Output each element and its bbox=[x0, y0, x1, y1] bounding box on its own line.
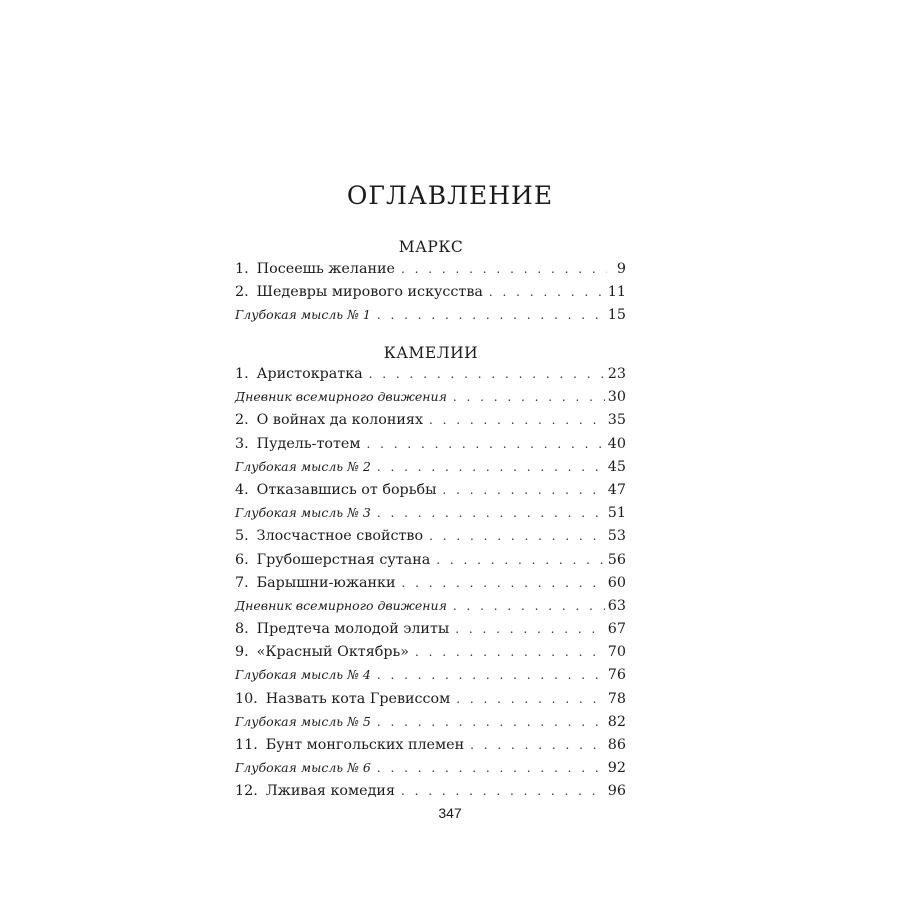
toc-entry-page: 35 bbox=[607, 412, 626, 429]
toc-entry-label: Шедевры мирового искусства bbox=[256, 284, 483, 301]
toc-entry-number: 8. bbox=[235, 621, 249, 638]
toc-entry-label: Отказавшись от борьбы bbox=[256, 481, 437, 498]
section-title-camellias: КАМЕЛИИ bbox=[383, 344, 479, 362]
toc-entry-page: 40 bbox=[607, 435, 626, 452]
toc-entry-page: 51 bbox=[607, 505, 626, 522]
toc-entry[interactable] bbox=[235, 307, 626, 330]
page-number: 347 bbox=[438, 805, 462, 821]
toc-entry-label: О войнах да колониях bbox=[256, 412, 424, 429]
toc-entry-page: 45 bbox=[607, 458, 626, 475]
toc-entry-label: Глубокая мысль № 1 bbox=[235, 307, 371, 323]
toc-entry[interactable] bbox=[235, 366, 626, 389]
toc-entry-page: 86 bbox=[607, 737, 626, 753]
toc-entry-number: 2. bbox=[235, 412, 249, 429]
toc-entry[interactable] bbox=[235, 667, 626, 690]
toc-entry-page: 23 bbox=[607, 366, 626, 382]
toc-entry[interactable] bbox=[235, 737, 626, 760]
toc-entry-page: 76 bbox=[607, 667, 626, 684]
toc-entry-number: 9. bbox=[235, 644, 249, 661]
toc-entry[interactable] bbox=[235, 436, 626, 459]
toc-entry-number: 10. bbox=[235, 690, 258, 707]
toc-entry[interactable] bbox=[235, 783, 626, 806]
toc-entry[interactable] bbox=[235, 691, 626, 714]
toc-entry-label: Глубокая мысль № 2 bbox=[235, 458, 371, 474]
section-title-marx: МАРКС bbox=[398, 238, 464, 256]
toc-entry[interactable] bbox=[235, 644, 626, 667]
toc-entry-number: 2. bbox=[235, 284, 249, 301]
toc-dot-leader bbox=[377, 761, 605, 775]
toc-entry-label: Глубокая мысль № 3 bbox=[235, 505, 371, 521]
toc-entry-label: Глубокая мысль № 4 bbox=[235, 667, 371, 683]
toc-entry-page: 30 bbox=[607, 389, 626, 406]
toc-entry-page: 60 bbox=[607, 574, 626, 591]
toc-entry-number: 7. bbox=[235, 574, 249, 591]
toc-dot-leader bbox=[367, 437, 605, 451]
toc-entry-number: 1. bbox=[235, 261, 249, 277]
toc-entry-page: 70 bbox=[607, 644, 626, 661]
toc-entry-page: 15 bbox=[607, 307, 626, 324]
toc-entry-label: Пудель-тотем bbox=[256, 435, 361, 452]
toc-entry-page: 53 bbox=[607, 528, 626, 545]
toc-entry-label: Аристократка bbox=[256, 366, 363, 382]
page-title: ОГЛАВЛЕНИЕ bbox=[346, 181, 554, 210]
toc-dot-leader bbox=[456, 692, 605, 706]
toc-entry[interactable] bbox=[235, 760, 626, 783]
toc-entry-page: 11 bbox=[607, 284, 626, 301]
toc-dot-leader bbox=[377, 460, 605, 474]
toc-entry-label: Бунт монгольских племен bbox=[265, 737, 465, 753]
toc-entry-number: 6. bbox=[235, 551, 249, 568]
toc-entry-page: 78 bbox=[607, 690, 626, 707]
toc-entry[interactable] bbox=[235, 412, 626, 435]
toc-entry-label: Назвать кота Гревиссом bbox=[265, 690, 451, 707]
toc-entry[interactable] bbox=[235, 284, 626, 307]
toc-dot-leader bbox=[436, 553, 605, 567]
toc-entry-page: 56 bbox=[607, 551, 626, 568]
toc-entry-page: 63 bbox=[607, 597, 626, 614]
toc-entry[interactable] bbox=[235, 459, 626, 482]
toc-list-camellias bbox=[235, 366, 626, 807]
toc-list-marx bbox=[235, 261, 626, 331]
toc-entry-page: 82 bbox=[607, 713, 626, 730]
toc-entry[interactable] bbox=[235, 482, 626, 505]
toc-entry[interactable] bbox=[235, 528, 626, 551]
toc-dot-leader bbox=[429, 413, 605, 427]
toc-dot-leader bbox=[401, 262, 607, 276]
toc-dot-leader bbox=[489, 285, 605, 299]
toc-entry-label: Злосчастное свойство bbox=[256, 528, 424, 545]
toc-entry[interactable] bbox=[235, 505, 626, 528]
toc-dot-leader bbox=[442, 483, 604, 497]
toc-dot-leader bbox=[377, 715, 605, 729]
toc-entry-label: Лживая комедия bbox=[265, 783, 395, 800]
toc-entry-label: Дневник всемирного движения bbox=[235, 389, 447, 405]
toc-entry-label: Грубошерстная сутана bbox=[256, 551, 431, 568]
toc-entry-page: 67 bbox=[607, 621, 626, 638]
toc-entry-page: 92 bbox=[607, 760, 626, 777]
toc-entry-label: Барышни-южанки bbox=[256, 574, 396, 591]
toc-entry[interactable] bbox=[235, 575, 626, 598]
toc-dot-leader bbox=[402, 576, 605, 590]
toc-entry-number: 3. bbox=[235, 435, 249, 452]
toc-entry-label: Глубокая мысль № 5 bbox=[235, 713, 371, 729]
toc-entry-number: 1. bbox=[235, 366, 249, 382]
toc-entry[interactable] bbox=[235, 261, 626, 284]
toc-entry[interactable] bbox=[235, 621, 626, 644]
toc-entry[interactable] bbox=[235, 552, 626, 575]
toc-dot-leader bbox=[455, 622, 605, 636]
toc-dot-leader bbox=[369, 367, 605, 381]
toc-entry-number: 5. bbox=[235, 528, 249, 545]
toc-entry[interactable] bbox=[235, 389, 626, 412]
toc-entry-label: Дневник всемирного движения bbox=[235, 597, 447, 613]
toc-entry-label: Посеешь желание bbox=[256, 261, 396, 277]
toc-entry-label: Предтеча молодой элиты bbox=[256, 621, 450, 638]
toc-entry-number: 11. bbox=[235, 737, 258, 753]
toc-entry-number: 4. bbox=[235, 481, 249, 498]
toc-entry-page: 96 bbox=[607, 783, 626, 800]
toc-dot-leader bbox=[453, 390, 605, 404]
toc-entry-label: Глубокая мысль № 6 bbox=[235, 760, 371, 776]
toc-dot-leader bbox=[415, 645, 605, 659]
toc-dot-leader bbox=[377, 668, 605, 682]
toc-entry[interactable] bbox=[235, 714, 626, 737]
toc-dot-leader bbox=[401, 784, 605, 798]
toc-entry-page: 9 bbox=[616, 261, 626, 277]
toc-entry[interactable] bbox=[235, 598, 626, 621]
toc-dot-leader bbox=[377, 308, 605, 322]
toc-dot-leader bbox=[470, 738, 605, 752]
toc-entry-label: «Красный Октябрь» bbox=[256, 644, 410, 661]
toc-dot-leader bbox=[377, 506, 605, 520]
toc-entry-number: 12. bbox=[235, 783, 258, 800]
toc-entry-page: 47 bbox=[607, 481, 626, 498]
toc-dot-leader bbox=[429, 529, 605, 543]
toc-dot-leader bbox=[453, 599, 605, 613]
